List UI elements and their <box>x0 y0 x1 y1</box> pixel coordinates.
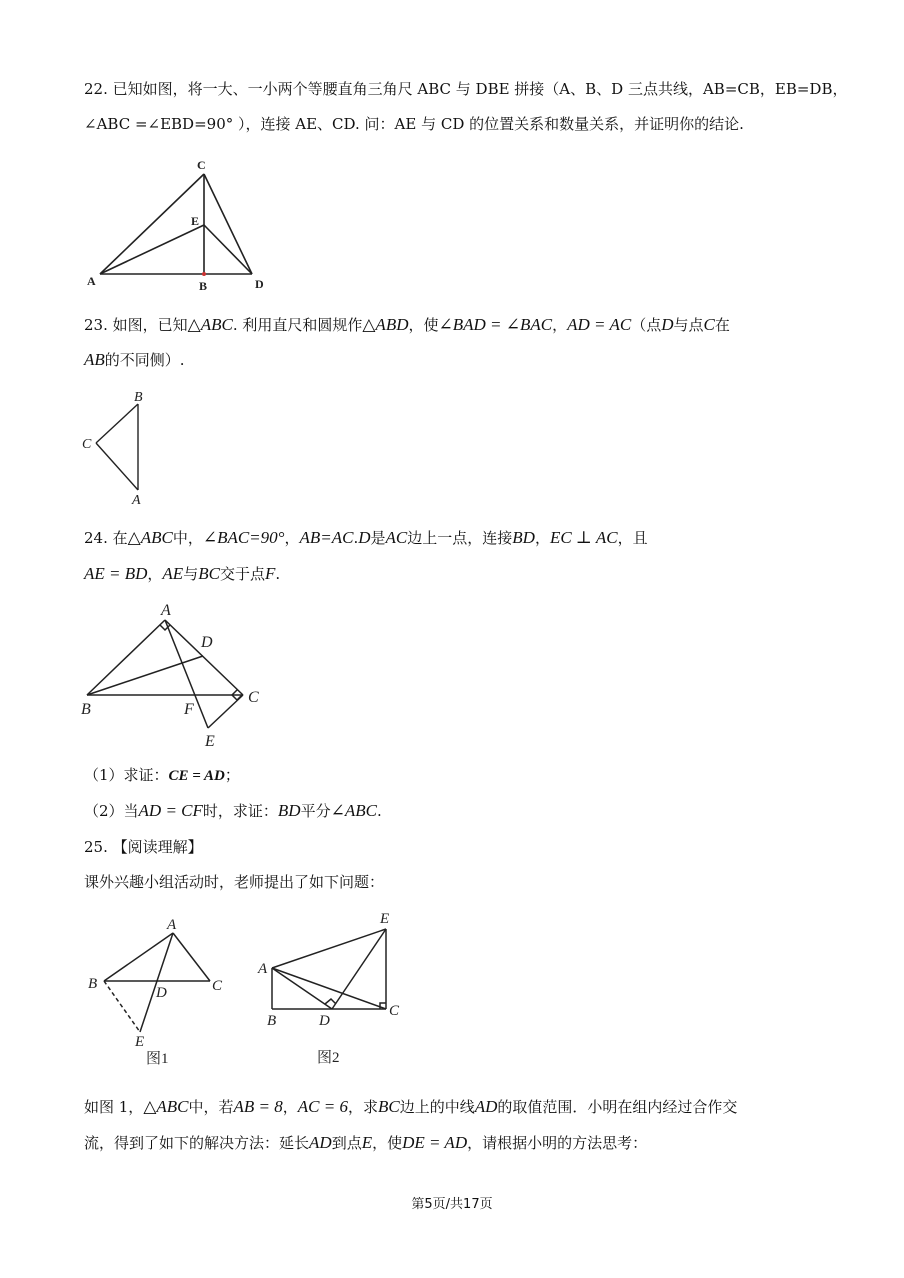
q23-math: △ABC <box>187 315 233 334</box>
q23-seg-CA <box>96 443 138 490</box>
q25-math: E <box>361 1133 373 1152</box>
q25-math: DE = AD <box>402 1133 468 1152</box>
q24-sub1-math: CE = AD <box>168 768 225 784</box>
q25-fig2-seg-AC <box>272 968 386 1009</box>
q24-sub1-end: ； <box>224 766 240 784</box>
q22-label-A: A <box>87 274 96 288</box>
q25-figure1 <box>80 908 240 1070</box>
q23-text: 23. 如图，已知 <box>84 316 188 334</box>
q23-math: ∠BAD = ∠BAC <box>438 315 553 334</box>
q25-math: AD <box>309 1133 332 1152</box>
q25-fig2-seg-DE <box>332 929 386 1009</box>
q24-text: ， <box>284 529 300 547</box>
q25-fig1-seg-BA <box>104 933 173 981</box>
q24-text: 边上一点，连接 <box>407 529 513 547</box>
q23-label-A: A <box>132 493 141 508</box>
q23-text-line2 <box>84 350 185 370</box>
q24-label-A: A <box>161 602 171 619</box>
q24-text: . <box>275 565 281 583</box>
q25-text: ，使 <box>372 1134 403 1152</box>
q23-text: . 利用直尺和圆规作 <box>232 316 363 334</box>
q25-text: ，请根据小明的方法思考： <box>467 1134 648 1152</box>
q24-sub2-math: AD = CF <box>138 801 203 820</box>
q22-seg-AC <box>100 174 204 274</box>
q25-math: AD <box>474 1097 498 1116</box>
q23-math: AB <box>84 350 105 369</box>
q25-fig2-right-angle-D <box>325 999 336 1004</box>
q22-seg-CD <box>204 174 252 274</box>
q24-text: 交于点 <box>219 565 265 583</box>
q25-fig1-seg-AE <box>140 933 173 1032</box>
q25-fig2-label-C: C <box>389 1003 400 1019</box>
q25-fig2-caption: 图2 <box>317 1050 340 1066</box>
q24-math: AE = BD <box>84 564 148 583</box>
q25-text-line2 <box>84 1133 647 1153</box>
q24-math: AE <box>162 564 184 583</box>
q24-math: BD <box>512 528 535 547</box>
q24-sub2 <box>84 801 382 821</box>
q24-text: ， <box>534 529 550 547</box>
q22-label-C: C <box>197 158 206 172</box>
q23-label-B: B <box>134 390 143 405</box>
q24-text: ，且 <box>617 529 648 547</box>
q24-sub2-math: BD <box>277 801 301 820</box>
q25-fig1-label-A: A <box>167 917 177 933</box>
q24-label-C: C <box>248 689 259 706</box>
q24-seg-BD <box>87 656 203 695</box>
q25-fig1-caption: 图1 <box>146 1051 169 1067</box>
q22-seg-ED <box>204 225 252 274</box>
q24-sub2-end: . <box>376 802 382 820</box>
q24-math: AC <box>385 528 408 547</box>
q24-text: 中， <box>172 529 203 547</box>
q25-fig2-label-B: B <box>267 1013 277 1029</box>
q24-text: 24. 在 <box>84 529 128 547</box>
q22-label-E: E <box>191 214 200 228</box>
q24-math: △ABC <box>127 528 173 547</box>
q25-intro: 课外兴趣小组活动时，老师提出了如下问题： <box>84 873 385 891</box>
q25-text: 到点 <box>331 1134 362 1152</box>
q24-math: F <box>264 564 276 583</box>
q24-label-F: F <box>184 701 194 718</box>
q22-seg-AE <box>100 225 204 274</box>
q24-math: EC ⊥ AC <box>549 528 618 547</box>
q25-text: 流，得到了如下的解决方法：延长 <box>84 1134 310 1152</box>
page-footer: 第5页/共17页 <box>411 1197 493 1212</box>
q25-fig1-seg-BE <box>104 981 140 1032</box>
q25-text: 的取值范围．小明在组内经过合作交 <box>497 1098 738 1116</box>
q22-label-D: D <box>255 277 264 291</box>
q24-text: . <box>353 529 359 547</box>
q23-text: 的不同侧）. <box>104 351 185 369</box>
q24-text-line2 <box>84 564 280 584</box>
q22-figure <box>80 152 280 294</box>
q25-fig1-label-B: B <box>88 976 98 992</box>
q23-label-C: C <box>82 437 92 452</box>
q25-text: ， <box>282 1098 298 1116</box>
q24-math: AB=AC <box>299 528 354 547</box>
q25-text: 中，若 <box>188 1098 234 1116</box>
q24-figure <box>78 596 278 752</box>
q25-fig1-seg-AC <box>173 933 210 981</box>
q24-text-line1 <box>84 528 648 548</box>
q23-text-line1 <box>84 315 730 335</box>
q24-math: ∠BAC=90° <box>202 528 285 547</box>
q22-text-line1: 22. 已知如图，将一大、一小两个等腰直角三角尺 ABC 与 DBE 拼接（A、B、D 三点共线，AB=CB，EB=DB， <box>84 80 848 98</box>
q25-math: △ABC <box>143 1097 189 1116</box>
q23-math: D <box>661 315 674 334</box>
q22-label-B: B <box>199 279 208 293</box>
q23-figure <box>78 386 158 510</box>
q24-text: 与 <box>183 565 199 583</box>
q23-math: AD = AC <box>567 315 632 334</box>
q24-label-B: B <box>81 701 91 718</box>
q22-point-B-marker <box>202 272 206 276</box>
q23-text: 在 <box>714 316 730 334</box>
q24-text: 是 <box>370 529 386 547</box>
q25-fig2-label-D: D <box>319 1013 330 1029</box>
q23-text: ，使 <box>408 316 439 334</box>
q24-seg-BA <box>87 620 165 695</box>
q25-fig2-seg-AD <box>272 968 332 1009</box>
q24-sub1-text: （1）求证： <box>84 766 169 784</box>
q24-math: BC <box>198 564 220 583</box>
q23-text: 与点 <box>673 316 704 334</box>
q25-text: 如图 1， <box>84 1098 144 1116</box>
q25-fig2-label-E: E <box>380 911 390 927</box>
q25-math: BC <box>378 1097 400 1116</box>
q24-text: ， <box>147 565 163 583</box>
q23-text: ， <box>552 316 568 334</box>
q25-text-line1 <box>84 1097 737 1117</box>
q22-text-line2: ∠ABC =∠EBD=90° ），连接 AE、CD. 问：AE 与 CD 的位置关系和数量关系，并证明你的结论. <box>84 115 744 133</box>
q25-math: AC = 6 <box>297 1097 348 1116</box>
q25-title: 25. 【阅读理解】 <box>84 838 203 856</box>
q25-fig1-label-E: E <box>135 1034 145 1050</box>
q25-fig2-seg-AE <box>272 929 386 968</box>
q24-sub2-text: 平分 <box>300 802 331 820</box>
q24-sub2-math: ∠ABC <box>330 801 377 820</box>
q24-sub2-text: 时，求证： <box>202 802 278 820</box>
q23-text: （点 <box>631 316 662 334</box>
q24-label-E: E <box>205 733 215 750</box>
q23-math: C <box>703 315 715 334</box>
q24-sub1 <box>84 765 240 786</box>
q24-label-D: D <box>201 634 213 651</box>
q25-fig1-label-C: C <box>212 978 223 994</box>
q24-math: D <box>358 528 371 547</box>
q25-fig1-label-D: D <box>156 985 167 1001</box>
q23-seg-BC <box>96 404 138 443</box>
q24-sub2-text: （2）当 <box>84 802 139 820</box>
q23-math: △ABD <box>362 315 409 334</box>
q25-text: 边上的中线 <box>399 1098 475 1116</box>
q25-text: ，求 <box>347 1098 378 1116</box>
q25-fig2-label-A: A <box>258 961 268 977</box>
q25-math: AB = 8 <box>233 1097 283 1116</box>
q25-figure2 <box>255 905 415 1070</box>
q24-seg-AC <box>165 620 243 695</box>
